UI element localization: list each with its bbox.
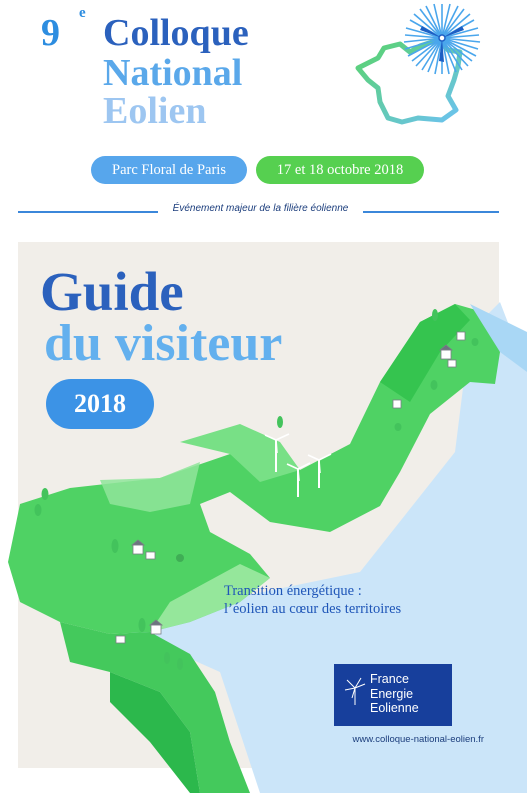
- guide-subtitle-line1: Transition énergétique :: [224, 583, 362, 599]
- logo-line3: Eolienne: [370, 701, 419, 715]
- guide-title-line1: Guide: [40, 261, 184, 322]
- event-title-line1: Colloque: [103, 12, 249, 54]
- year-badge: 2018: [46, 379, 154, 429]
- tagline: Événement majeur de la filière éolienne: [172, 203, 349, 214]
- organizer-logo-text: [370, 672, 419, 716]
- logo-line1: France: [370, 672, 409, 686]
- guide-subtitle-line2: l’éolien au cœur des territoires: [224, 601, 402, 617]
- website-link[interactable]: www.colloque-national-eolien.fr: [352, 734, 484, 745]
- divider-right: [363, 211, 499, 213]
- wind-turbine-sunburst-icon: [404, 4, 480, 74]
- event-title-line3: Eolien: [103, 90, 207, 132]
- guide-title-line2: du visiteur: [44, 315, 283, 372]
- france-map-icon: [318, 0, 527, 150]
- edition-suffix: e: [79, 5, 86, 21]
- event-title-line2: National: [103, 52, 243, 94]
- divider-left: [18, 211, 158, 213]
- date-badge: 17 et 18 octobre 2018: [256, 156, 424, 184]
- guide-subtitle: [224, 582, 494, 618]
- logo-turbine-icon: [343, 676, 367, 706]
- edition-number: 9: [41, 12, 60, 54]
- logo-line2: Energie: [370, 686, 414, 701]
- venue-badge: Parc Floral de Paris: [91, 156, 247, 184]
